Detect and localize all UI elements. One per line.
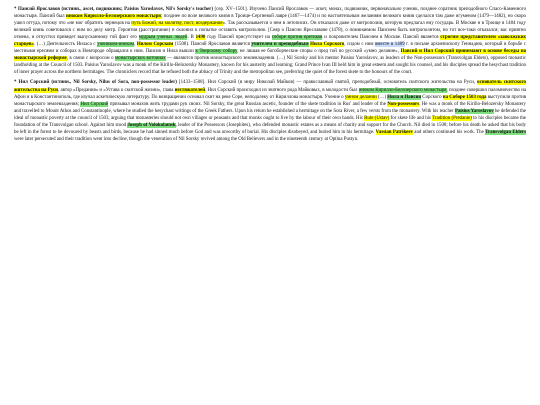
highlight: Transvolgan Elders (485, 129, 526, 135)
highlight: Нила Сорского (310, 42, 345, 48)
highlight: монастырских вотчинах (115, 56, 166, 62)
highlight: Paisius Yaroslavov (454, 108, 494, 114)
highlight: 1490 (195, 35, 206, 41)
entry-text: , сидом с ним (344, 42, 376, 48)
entry-text: (1508). Паисий Ярославов является (173, 42, 252, 48)
highlight: соборе против еретиков (271, 35, 323, 41)
entry-text: , не лишая ее богоборческие споры о пред той по русский «умно делание», (236, 49, 401, 55)
entry-headword: Паисий Ярославов (истинн., ascet, подвижник; Paisius Yaroslavov, Nil's Sorsky's teacher) (17, 7, 213, 12)
highlight: вместе в 1489 (375, 42, 405, 48)
entry-text: , (133, 42, 137, 48)
highlight: Паисий и Нил Сорский принимают в основе беседы по монастырской реформе (14, 49, 527, 62)
entry-text: , в связи с вопросом о (66, 56, 116, 62)
highlight: к Тверскому собору (195, 49, 237, 55)
entry-text: [1433–1508]. Нил Сорский (в миру Николай Майков) — православный святой, преподобный, основатель скитского жительства на Руси, (176, 80, 478, 86)
entry-text: to his disciples became the foundation of the Transvolgan school. Against him stood (14, 115, 526, 128)
highlight: Нил Сорский (80, 101, 109, 107)
highlight: Non-possessors (387, 101, 420, 107)
entry-text: and others continued his work. The (412, 129, 486, 135)
entry-nil-sorsky (14, 79, 526, 142)
entry-text: for skete life and his (389, 115, 433, 121)
highlight: нестяжателей (174, 87, 206, 93)
entry-text: — являются против монастырского землевладения. (…) Nil Sorsky and his mentor Paisius Yaroslavov, as leaders of the Non-possessors (Transvolgan Elders), opposed monastic landholding at the Council of 1503. Paisius Yaroslavov was a monk of the Kirillo-Belozersky Monastery, known for his austerity and learning; Grand Prince Ivan III held him in great esteem and sought his counsel, and his disciples spread the hesychast tradition of inner prayer across the northern hermitages. The chroniclers record that he refused both the abbacy of Trinity and the metropolitan see, preferring the quiet of the forest skete to the honours of the court. (14, 56, 526, 76)
entry-text: (…) (376, 94, 388, 100)
entry-text: ; позднее по воле великого князя в Троице-Сергиевой лавре (1467—1474) и по настоятельным желаниям великого князя сделался там даже игуменом (1479—1482), но скоро ушел оттуда, потому что «не мог обратить чернецов на (14, 14, 526, 27)
highlight: иноком Кирилло-Белозерского монастыря (66, 14, 161, 20)
entry-text: выступили против монастырского землевладения; (14, 94, 527, 107)
entry-paisius (14, 6, 526, 76)
highlight: путь Божий, на молитву, пост, воздержание (131, 21, 223, 27)
entry-text: , leader of the Possessors (Josephites), who defended monastic estates as a means of charity and support for the Church. Nil died in 1508; before his death he asked that his body be left in the forest to be devoured by beasts and birds, because he had sinned much before God and was unworthy of burial. His disciples disobeyed, and buried him in his hermitage. (14, 122, 526, 135)
highlight: основатель скитского жительства на Руси (14, 80, 527, 93)
highlight: Vassian Patrikeev (375, 129, 413, 135)
entry-text: . (…) Деятельность Ниласа с (33, 42, 98, 48)
entry-text: were later persecuted and their tradition went into decline, though the veneration of Nil Sorsky revived among the Old Believers and in the nineteenth century at Optina Pustyn. (14, 136, 359, 142)
highlight: учителем и преподобным (251, 42, 309, 48)
entry-marker: * (14, 80, 19, 86)
entry-marker: * (14, 7, 18, 12)
entry-headword: Нил Сорский (истинн., Nil Sorsky, Nilus of Sora, non-possessor leader) (18, 80, 177, 86)
entry-text: . He was a monk of the Kirillo-Belozersky Monastery and travelled to Mount Athos and Constantinople, where he studied the hesychast writings of the Greek Fathers. Upon his return he established a hermitage on the Sora River, a few versts from the monastery. With his teacher (14, 101, 527, 114)
highlight: Rule (Ustav) (364, 115, 390, 121)
entry-text: he defended the ideal of monastic poverty at the council of 1503, arguing that monasteries should not own villages or peasants and that monks ought to live by the labour of their own hands. His (14, 108, 526, 121)
entry-text: . Нил Сорский происходил из знатного рода Майковых, в молодости был (205, 87, 359, 93)
entry-text: . В (187, 35, 196, 41)
entry-text: призывал монахов жить трудами рук своих. Nil Sorsky, the great Russian ascetic, founder of the skete tradition in Rus' and leader of the (108, 101, 388, 107)
highlight: мудрым ученых людей (138, 35, 188, 41)
entry-text: , позднее совершил паломничество на Афон и в Константинополь, где изучал аскетическую литературу. По возвращении основал скит на реке Соре, неподалеку от Кириллова монастыря. Учение о (14, 87, 527, 100)
entry-text: и покровителем Паисием в Москве. Паисий является (322, 35, 441, 41)
highlight: иноком Кирилло-Белозерского монастыря (358, 87, 447, 93)
highlight: Нилом Сорским (136, 42, 174, 48)
highlight: умном делании (344, 94, 377, 100)
highlight: учеником-иноком (97, 42, 134, 48)
highlight: строгим представителем «заволжских старцев» (14, 35, 526, 48)
entry-text: г. в письме архиепископу Геннадию, который в борьбе с местными ересями и соборах в Новгороде обращался к ним. Паисия и Нила вышли (14, 42, 526, 55)
highlight: Нила и Паисия (387, 94, 422, 100)
entry-text: ». Так рассказывается о нем в летописях. Он отказался даже от митрополии, которую предлагал ему государь. В Москве и в Троице в 1484 году великий князь советовался с ним по делу митр. Геронтия (расстригание) и склонил к попытке оставить митрополию. [Сеяр о Паисии Ярославове (1478), о поминаемом Паисием быть митрополитом, но тот все-таки отказался; вас приятно отмена, и отпустил приведет выпусканному той факт его (14, 21, 526, 41)
entry-text: , автор «Предания» и «Устава о скитской жизни», глава (57, 87, 175, 93)
entry-text: году Паисий присутствует на (205, 35, 272, 41)
highlight: Joseph of Volokolamsk (127, 122, 176, 128)
entry-text: [сер. XV–1501]. Изучено Паисий Ярославов — аскет, монах, подвижник, первоначально ученик, позднее соратник преподобного Спасо-Каменного монастыря. Паисий был (14, 7, 527, 20)
highlight: на Соборе 1503 года (442, 94, 487, 100)
entry-text: Сорского (421, 94, 443, 100)
highlight: Tradition (Predanie) (432, 115, 472, 121)
